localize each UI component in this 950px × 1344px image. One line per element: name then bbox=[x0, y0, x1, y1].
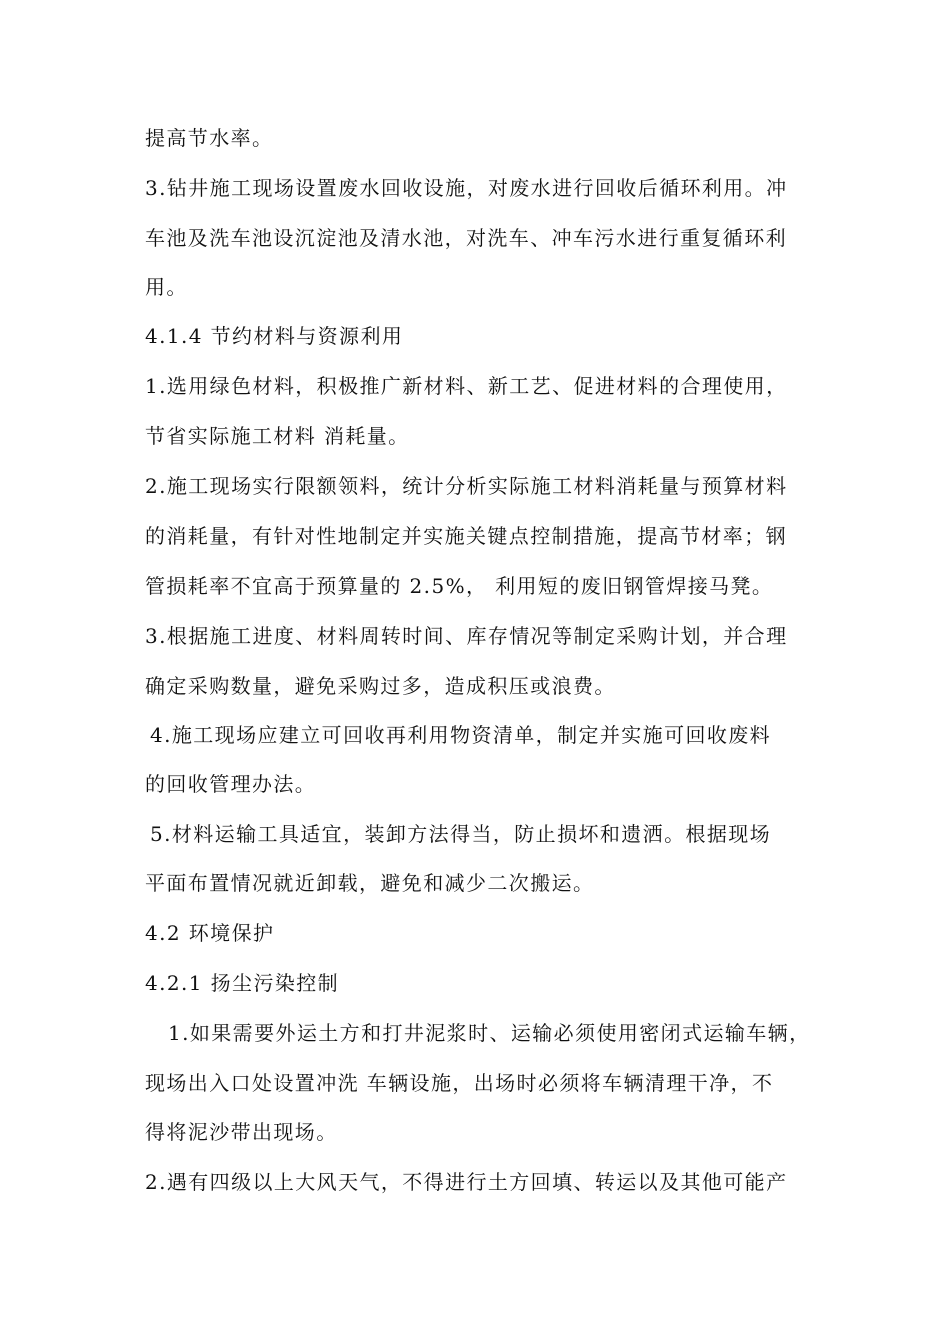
text-line: 管损耗率不宜高于预算量的 2.5%， 利用短的废旧钢管焊接马凳。 bbox=[145, 574, 774, 598]
text-line: 得将泥沙带出现场。 bbox=[145, 1120, 338, 1144]
text-line: 节省实际施工材料 消耗量。 bbox=[145, 424, 410, 448]
text-line: 提高节水率。 bbox=[145, 126, 274, 150]
text-line: 用。 bbox=[145, 275, 188, 299]
section-heading: 4.1.4 节约材料与资源利用 bbox=[145, 324, 404, 348]
text-line: 3.根据施工进度、材料周转时间、库存情况等制定采购计划，并合理 bbox=[145, 624, 788, 648]
subsection-heading: 4.2.1 扬尘污染控制 bbox=[145, 971, 340, 995]
text-line: 4.施工现场应建立可回收再利用物资清单，制定并实施可回收废料 bbox=[150, 723, 772, 747]
text-line: 的消耗量，有针对性地制定并实施关键点控制措施，提高节材率；钢 bbox=[145, 524, 787, 548]
text-line: 2.施工现场实行限额领料，统计分析实际施工材料消耗量与预算材料 bbox=[145, 474, 788, 498]
text-line: 5.材料运输工具适宜，装卸方法得当，防止损坏和遗洒。根据现场 bbox=[150, 822, 772, 846]
text-line: 1.选用绿色材料，积极推广新材料、新工艺、促进材料的合理使用， bbox=[145, 374, 788, 398]
text-line: 1.如果需要外运土方和打井泥浆时、运输必须使用密闭式运输车辆， bbox=[168, 1021, 811, 1045]
text-line: 现场出入口处设置冲洗 车辆设施，出场时必须将车辆清理干净，不 bbox=[145, 1071, 774, 1095]
text-line: 的回收管理办法。 bbox=[145, 772, 317, 796]
section-heading: 4.2 环境保护 bbox=[145, 921, 275, 945]
text-line: 2.遇有四级以上大风天气，不得进行土方回填、转运以及其他可能产 bbox=[145, 1170, 788, 1194]
text-line: 3.钻井施工现场设置废水回收设施，对废水进行回收后循环利用。冲 bbox=[145, 176, 788, 200]
text-line: 车池及洗车池设沉淀池及清水池，对洗车、冲车污水进行重复循环利 bbox=[145, 226, 787, 250]
text-line: 确定采购数量，避免采购过多，造成积压或浪费。 bbox=[145, 674, 616, 698]
text-line: 平面布置情况就近卸载，避免和减少二次搬运。 bbox=[145, 871, 595, 895]
